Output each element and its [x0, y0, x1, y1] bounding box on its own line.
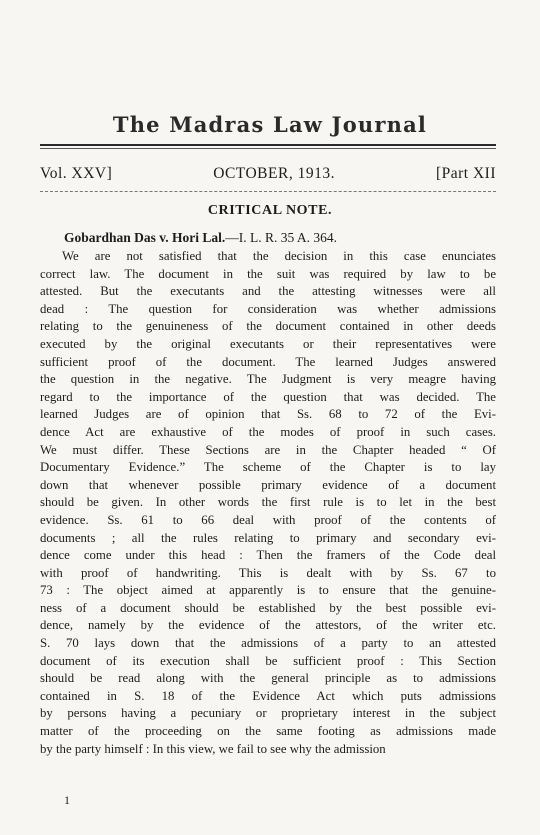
- body-line: ness of a document should be established by the best possible evi-: [40, 600, 496, 615]
- body-line: dence come under this head : Then the framers of the Code deal: [40, 548, 496, 563]
- body-line: 73 : The object aimed at apparently is to ensure that the genuine-: [40, 583, 496, 598]
- body-line: dead : The question for consideration was whether admissions: [40, 301, 496, 316]
- body-line: S. 70 lays down that the admissions of a party to an attested: [40, 636, 496, 651]
- body-line: sufficient proof of the document. The learned Judges answered: [40, 354, 496, 369]
- page-number: 1: [64, 793, 70, 807]
- header-rule-dashed: [40, 191, 496, 192]
- body-line: by persons having a pecuniary or proprietary interest in the subject: [40, 706, 496, 721]
- case-parties: Gobardhan Das v. Hori Lal.: [64, 230, 226, 245]
- note-heading: CRITICAL NOTE.: [207, 203, 333, 218]
- volume-label: Vol. XXV]: [40, 165, 113, 182]
- body-line: down that whenever possible primary evidence of a document: [40, 477, 496, 492]
- case-title: [64, 230, 337, 246]
- header-rule-thin: [40, 148, 496, 149]
- body-line: evidence. Ss. 61 to 66 deal with proof of the contents of: [40, 512, 496, 527]
- note-body: [40, 248, 496, 758]
- body-line: We must differ. These Sections are in the Chapter headed “ Of: [40, 442, 496, 457]
- body-line: We are not satisfied that the decision in this case enunciates: [62, 249, 496, 263]
- body-line: learned Judges are of opinion that Ss. 68 to 72 of the Evi-: [40, 407, 496, 422]
- body-line: should be given. In other words the first rule is to let in the best: [40, 495, 496, 510]
- journal-title: The Madras Law Journal: [112, 112, 428, 137]
- volume-line: [40, 165, 496, 183]
- body-line: contained in S. 18 of the Evidence Act which puts admissions: [40, 688, 496, 703]
- header-rule-thick: [40, 144, 496, 146]
- case-citation: —I. L. R. 35 A. 364.: [225, 230, 338, 245]
- body-line: executed by the original executants or their representatives were: [40, 336, 496, 351]
- body-line: the question in the negative. The Judgment is very meagre having: [40, 372, 496, 387]
- body-line: regard to the importance of the question that was decided. The: [40, 389, 496, 404]
- body-line: attested. But the executants and the attesting witnesses were all: [40, 284, 496, 299]
- body-line: documents ; all the rules relating to primary and secondary evi-: [40, 530, 496, 545]
- body-line: matter of the proceeding on the same footing as admissions made: [40, 724, 496, 739]
- issue-date: OCTOBER, 1913.: [213, 165, 335, 182]
- body-line: document of its execution shall be sufficient proof : This Section: [40, 653, 496, 668]
- part-label: [Part XII: [435, 165, 496, 182]
- body-line: Documentary Evidence.” The scheme of the Chapter is to lay: [40, 460, 496, 475]
- body-line: dence, namely by the evidence of the attestors, of the writer etc.: [40, 618, 496, 633]
- body-line: should be read along with the general principle as to admissions: [40, 671, 496, 686]
- body-line: relating to the genuineness of the document contained in other deeds: [40, 319, 496, 334]
- body-line: dence Act are exhaustive of the modes of proof in such cases.: [40, 424, 496, 439]
- body-line: with proof of handwriting. This is dealt with by Ss. 67 to: [40, 565, 496, 580]
- body-line: by the party himself : In this view, we fail to see why the admission: [40, 741, 386, 756]
- body-line: correct law. The document in the suit was required by law to be: [40, 266, 496, 281]
